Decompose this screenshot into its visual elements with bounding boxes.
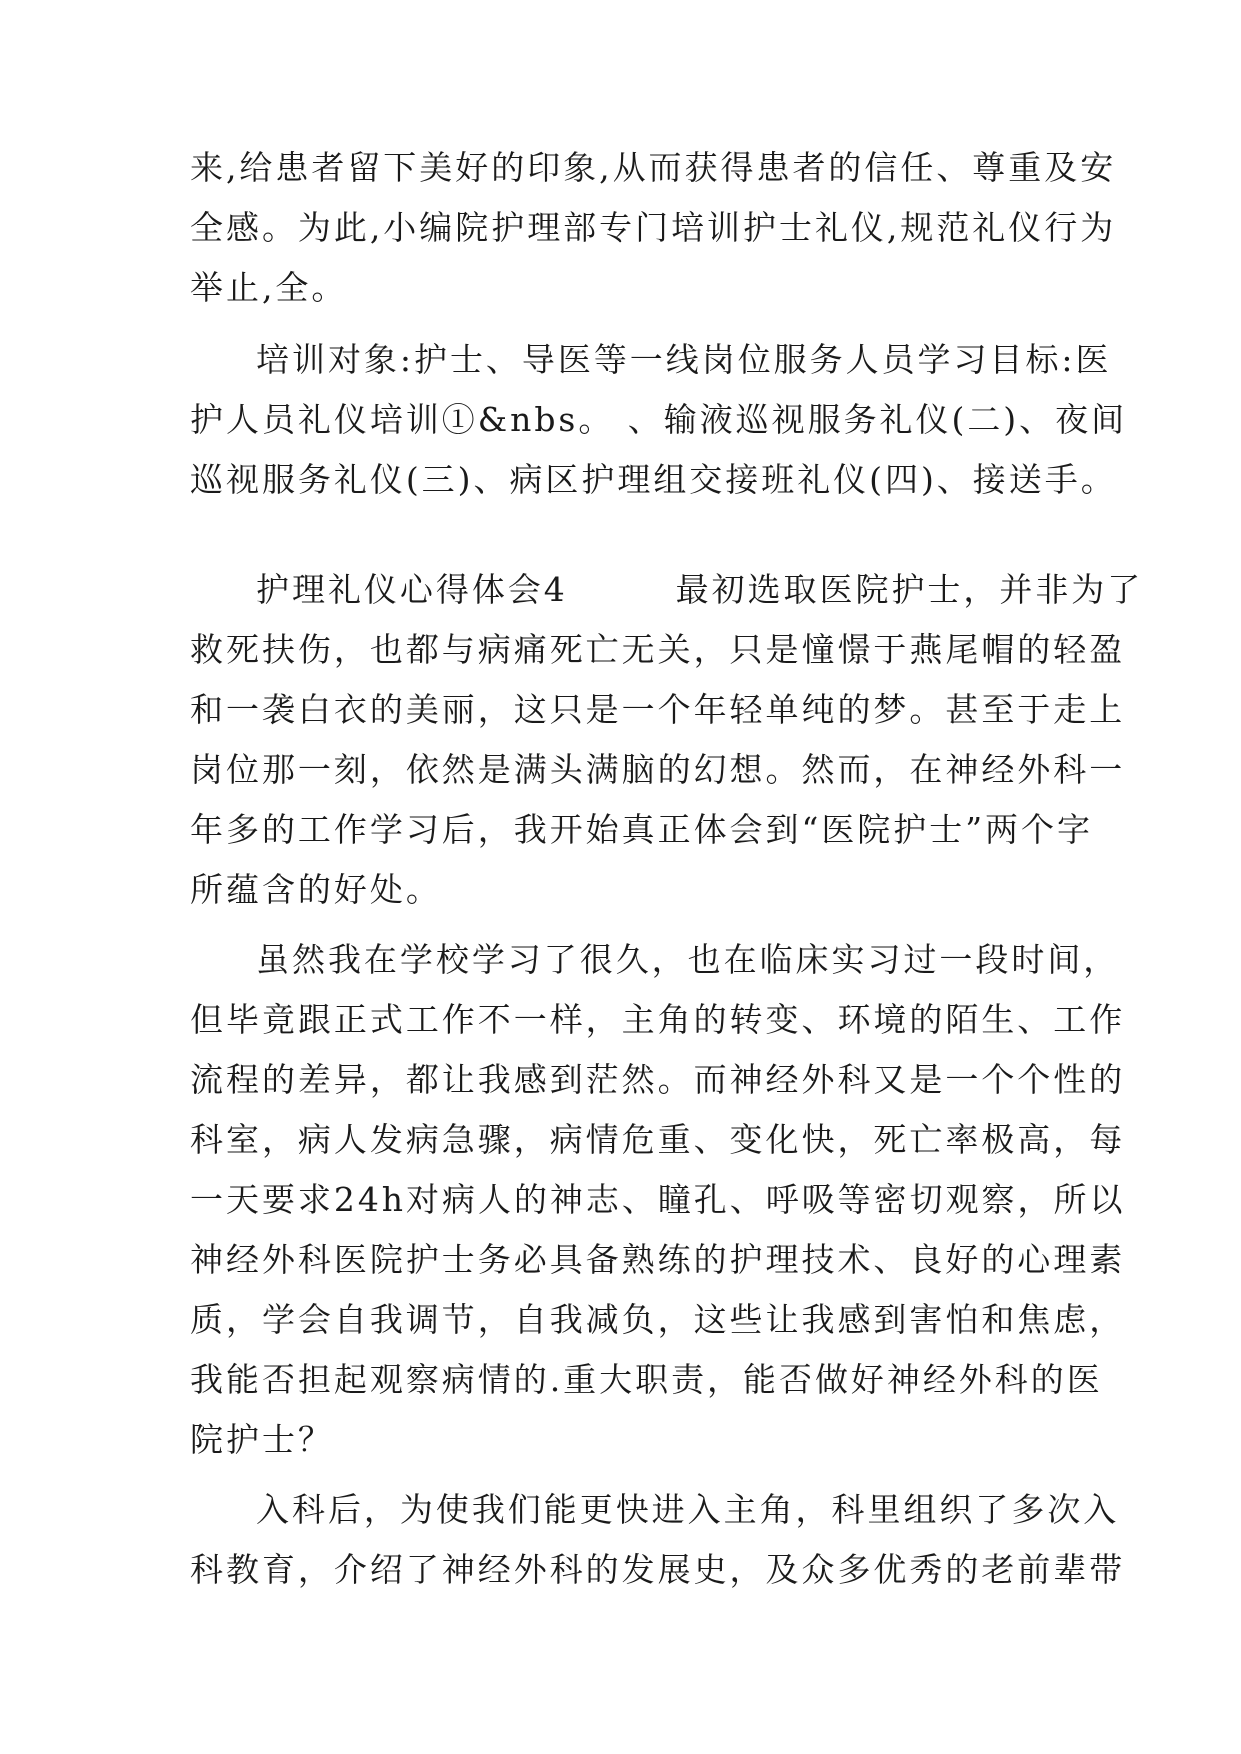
paragraph-3-line-4: 岗位那一刻，依然是满头满脑的幻想。然而，在神经外科一	[190, 750, 1126, 789]
paragraph-4-line-9: 院护士？	[190, 1420, 334, 1459]
paragraph-4-line-8: 我能否担起观察病情的.重大职责，能否做好神经外科的医	[190, 1360, 1103, 1399]
paragraph-5-line-2: 科教育，介绍了神经外科的发展史，及众多优秀的老前辈带	[190, 1550, 1126, 1589]
paragraph-3-line-3: 和一袭白衣的美丽，这只是一个年轻单纯的梦。甚至于走上	[190, 690, 1126, 729]
paragraph-3-line-6: 所蕴含的好处。	[190, 870, 442, 909]
paragraph-4-line-1: 虽然我在学校学习了很久，也在临床实习过一段时间，	[256, 940, 1120, 979]
paragraph-1-line-2: 全感。为此,小编院护理部专门培训护士礼仪,规范礼仪行为	[190, 208, 1117, 247]
paragraph-4-line-3: 流程的差异，都让我感到茫然。而神经外科又是一个个性的	[190, 1060, 1126, 1099]
paragraph-3-line-2: 救死扶伤，也都与病痛死亡无关，只是憧憬于燕尾帽的轻盈	[190, 630, 1126, 669]
paragraph-2-line-1: 培训对象:护士、导医等一线岗位服务人员学习目标:医	[256, 340, 1112, 379]
paragraph-4-line-6: 神经外科医院护士务必具备熟练的护理技术、良好的心理素	[190, 1240, 1126, 1279]
paragraph-4-line-7: 质，学会自我调节，自我减负，这些让我感到害怕和焦虑，	[190, 1300, 1126, 1339]
paragraph-4-line-4: 科室，病人发病急骤，病情危重、变化快，死亡率极高，每	[190, 1120, 1126, 1159]
paragraph-2-line-2: 护人员礼仪培训①&nbs。 、输液巡视服务礼仪(二)、夜间	[190, 400, 1128, 439]
paragraph-1-line-3: 举止,全。	[190, 268, 348, 307]
paragraph-3-line-5: 年多的工作学习后，我开始真正体会到“医院护士”两个字	[190, 810, 1093, 849]
paragraph-5-line-1: 入科后，为使我们能更快进入主角，科里组织了多次入	[256, 1490, 1120, 1529]
paragraph-1-line-1: 来,给患者留下美好的印象,从而获得患者的信任、尊重及安	[190, 148, 1117, 187]
paragraph-2-line-3: 巡视服务礼仪(三)、病区护理组交接班礼仪(四)、接送手。	[190, 460, 1117, 499]
paragraph-3-line-1: 护理礼仪心得体会4 最初选取医院护士，并非为了	[256, 570, 1144, 609]
paragraph-4-line-5: 一天要求24h对病人的神志、瞳孔、呼吸等密切观察，所以	[190, 1180, 1126, 1219]
paragraph-4-line-2: 但毕竟跟正式工作不一样，主角的转变、环境的陌生、工作	[190, 1000, 1126, 1039]
